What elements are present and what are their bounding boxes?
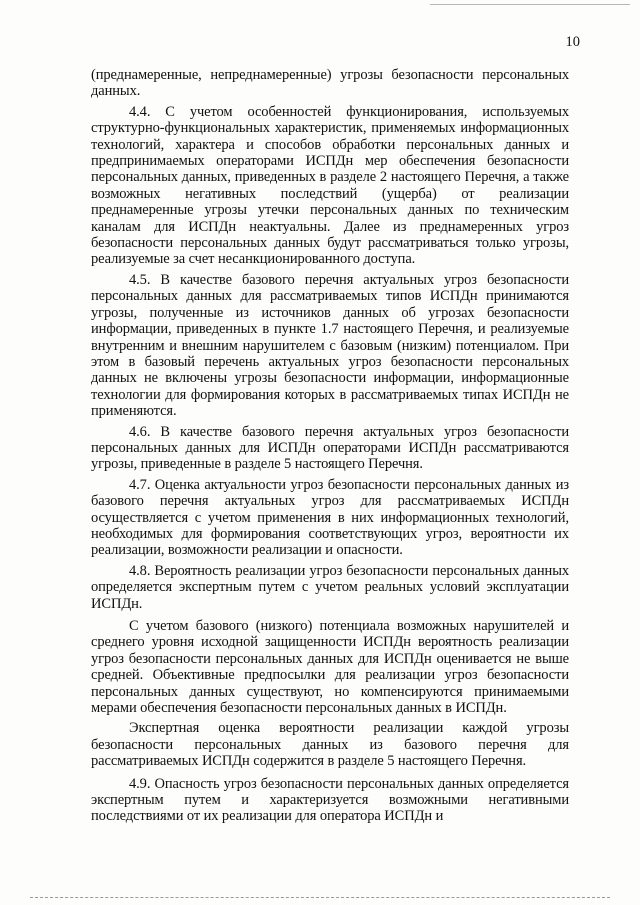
paragraph-4-8: 4.8. Вероятность реализации угроз безопасности персональных данных определяется экспертным путем с учетом реальных условий эксплуатации ИСПДн. bbox=[91, 562, 569, 612]
paragraph-4-9: 4.9. Опасность угроз безопасности персональных данных определяется экспертным путем и характеризуется возможными негативными последствиями от их реализации для оператора ИСПДн и bbox=[91, 775, 569, 825]
paragraph-4-8-expert-assessment: Экспертная оценка вероятности реализации каждой угрозы безопасности персональных данных из базового перечня для рассматриваемых ИСПДн содержится в разделе 5 настоящего Перечня. bbox=[91, 720, 569, 770]
paragraph-continuation: (преднамеренные, непреднамеренные) угрозы безопасности персональных данных. bbox=[91, 67, 569, 100]
paragraph-4-6: 4.6. В качестве базового перечня актуальных угроз безопасности персональных данных для ИСПДн операторами ИСПДн рассматриваются угрозы, приведенные в разделе 5 настоящего Перечня. bbox=[91, 423, 569, 473]
paragraph-4-7: 4.7. Оценка актуальности угроз безопасности персональных данных из базового перечня актуальных угроз для рассматриваемых ИСПДн осуществляется с учетом применения в них информационных технологий, необходимых для формирования соответствующих угроз, вероятности их реализации, возможности реализации и опасности. bbox=[91, 476, 569, 559]
scan-artifact-bottom bbox=[30, 896, 610, 898]
paragraph-4-4: 4.4. С учетом особенностей функционирования, используемых структурно-функциональных характеристик, применяемых информационных технологий, характера и способов обработки персональных данных и предпринимаемых операторами ИСПДн мер обеспечения безопасности персональных данных, приведенных в разделе 2 настоящего Перечня, а также возможных негативных последствий (ущерба) от реализации преднамеренные угрозы утечки персональных данных по техническим каналам для ИСПДн неактуальны. Далее из преднамеренных угроз безопасности персональных данных будут рассматриваться только угрозы, реализуемые за счет несанкционированного доступа. bbox=[91, 103, 569, 268]
scan-artifact-top bbox=[430, 4, 630, 5]
paragraph-4-5: 4.5. В качестве базового перечня актуальных угроз безопасности персональных данных для рассматриваемых типов ИСПДн принимаются угрозы, полученные из источников данных об угрозах безопасности информации, приведенных в пункте 1.7 настоящего Перечня, и реализуемые внутренним и внешним нарушителем с базовым (низким) потенциалом. При этом в базовый перечень актуальных угроз безопасности персональных данных не включены угрозы безопасности информации, информационные технологии для формирования которых в рассматриваемых типах ИСПДн не применяются. bbox=[91, 271, 569, 420]
page-number: 10 bbox=[565, 34, 580, 50]
document-body bbox=[91, 67, 569, 825]
paragraph-4-8-potential: С учетом базового (низкого) потенциала возможных нарушителей и среднего уровня исходной защищенности ИСПДн вероятность реализации угроз безопасности персональных данных для ИСПДн оценивается не выше средней. Объективные предпосылки для реализации угроз безопасности персональных данных существуют, но компенсируются принимаемыми мерами обеспечения безопасности персональных данных в ИСПДн. bbox=[91, 618, 569, 717]
